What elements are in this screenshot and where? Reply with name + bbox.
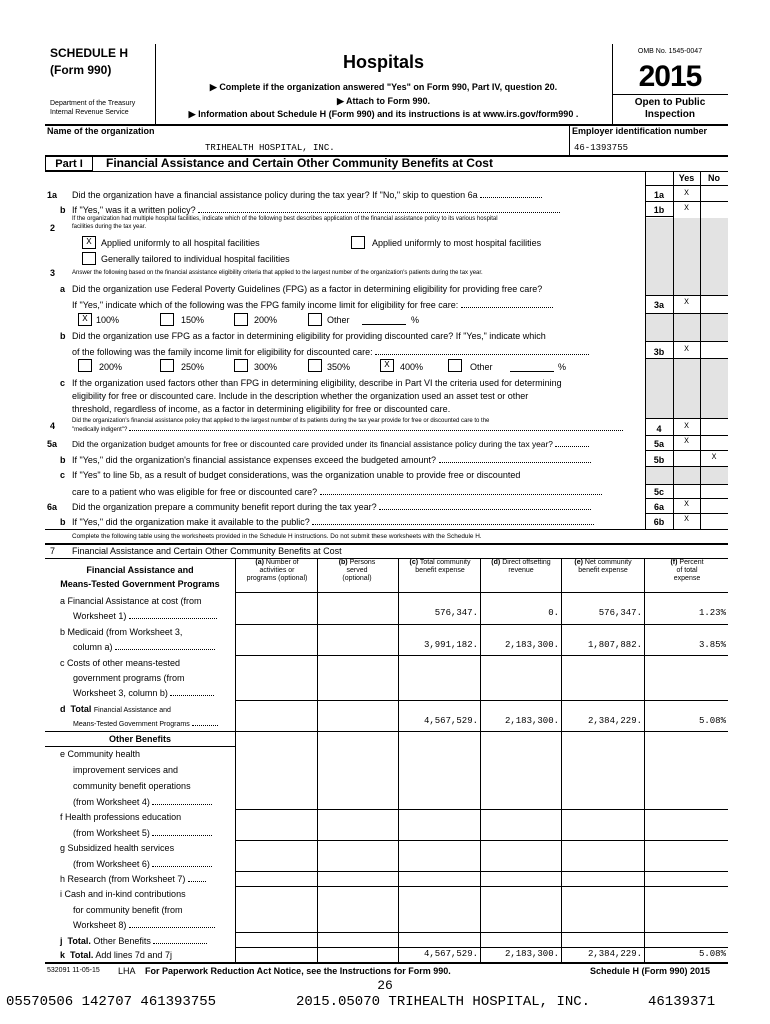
col-e-letter: (e) [574,559,583,566]
row-i-label-1: i Cash and in-kind contributions [60,889,186,899]
open-public-2: Inspection [644,109,695,120]
row-j-rest: Other Benefits [93,936,151,946]
yes-header: Yes [678,173,695,183]
dept-treasury: Department of the Treasury [50,100,136,107]
col-f-l2: of total [676,567,698,574]
omb-number: OMB No. 1545-0047 [637,48,703,55]
row-i-text: Worksheet 8) [73,920,127,930]
q4-yes[interactable]: X [684,422,689,431]
row-d-rest: Financial Assistance and [93,707,171,714]
q3a-label: If "Yes," indicate which of the following was the FPG family income limit for eligibility for free care: [72,300,459,310]
row-b-col-c: 3,991,182. [423,640,478,650]
q3b-250-label: 250% [181,362,205,372]
q5a-label: Did the organization budget amounts for free or discounted care provided under its financial assistance policy during the tax year? [72,439,553,449]
q3b-200-checkbox[interactable] [78,359,92,372]
col-e-l1: Net community [584,559,632,566]
row-b-text: column a) [73,642,113,652]
q3c-text-3: threshold, regardless of income, as a factor in determining eligibility for free or discounted care. [72,404,451,414]
line-3a-label: 3a [653,300,664,310]
q1b-number: b [60,205,66,215]
row-g-label-2 [73,859,212,869]
q3b-300-checkbox[interactable] [234,359,248,372]
q3a-other-checkbox[interactable] [308,313,322,326]
col-b-l2: served [346,567,368,574]
q1b-yes[interactable]: X [684,204,689,213]
row-d-text: Means-Tested Government Programs [73,721,190,728]
q3a-percent: % [411,315,420,325]
row-b-col-d: 2,183,300. [504,640,559,650]
line-6b-label: 6b [653,517,665,527]
col-e-l2: benefit expense [578,567,628,574]
q1b-text [72,205,560,215]
q2-opt3-checkbox[interactable] [82,252,96,265]
row-d-col-c: 4,567,529. [423,716,478,726]
q3b-percent: % [558,362,567,372]
row-e-text: (from Worksheet 4) [73,797,150,807]
q3c-text-2: eligibility for free or discounted care. Include in the description whether the organization used an asset test or other [72,391,529,401]
footer-form-ref: Schedule H (Form 990) 2015 [590,966,711,976]
instruction-1: ▶ Complete if the organization answered "Yes" on Form 990, Part IV, question 20. [209,82,558,92]
q2-opt1-label: Applied uniformly to all hospital facilities [101,238,260,248]
row-e-label-1: e Community health [60,749,141,759]
row-f-label-2 [73,828,212,838]
row-e-label-3: community benefit operations [73,781,191,791]
instruction-2: ▶ Attach to Form 990. [336,96,431,106]
q5c-number: c [60,470,66,480]
q3b-other-label: Other [470,362,493,372]
row-k-col-f: 5.08% [698,949,726,959]
col-c-letter: (c) [409,559,419,566]
q1b-label: If "Yes," was it a written policy? [72,205,196,215]
col-c-header [400,559,480,575]
complete-note: Complete the following table using the worksheets provided in the Schedule H instructions. Do not submit these worksheets with the Schedule H. [72,533,482,540]
q3b-text-1: Did the organization use FPG as a factor in determining eligibility for providing discounted care? If "Yes," indicate which [72,331,546,341]
q3b-300-label: 300% [254,362,278,372]
row-d-col-e: 2,384,229. [587,716,642,726]
line-1b-label: 1b [653,205,665,215]
q5b-no[interactable]: X [711,453,717,462]
row-k-total: Total. [70,950,94,960]
col-f-header [647,559,727,583]
row-d-total: Total [70,704,92,714]
q2-opt3-label: Generally tailored to individual hospital facilities [101,254,290,264]
q3a-150-label: 150% [181,315,205,325]
q6a-number: 6a [47,502,58,512]
row-a-label-2 [73,611,217,621]
q3a-number: a [60,284,66,294]
col-f-l3: expense [673,575,701,582]
row-k-letter: k [60,950,66,960]
org-name-label: Name of the organization [47,126,155,136]
q3b-label: of the following was the family income limit for eligibility for discounted care: [72,347,373,357]
row-k-label [60,950,172,960]
row-g-text: (from Worksheet 6) [73,859,150,869]
table-header-left-1: Financial Assistance and [86,565,194,575]
page-number: 26 [377,978,393,993]
q3b-other-checkbox[interactable] [448,359,462,372]
q3a-150-checkbox[interactable] [160,313,174,326]
row-j-letter: j [60,936,63,946]
q3a-200-label: 200% [254,315,278,325]
row-d-label-1 [60,704,171,714]
row-k-col-d: 2,183,300. [504,949,559,959]
row-a-col-c: 576,347. [434,608,478,618]
row-e-label-2: improvement services and [73,765,179,775]
col-d-l1: Direct offsetting [502,559,551,566]
row-b-col-e: 1,807,882. [587,640,642,650]
q3b-400-checkbox[interactable]: X [380,359,394,372]
footer-id-mid: 2015.05070 TRIHEALTH HOSPITAL, INC. [296,994,591,1010]
row-b-col-f: 3.85% [698,640,726,650]
part-label: Part I [45,156,93,171]
row-d-col-d: 2,183,300. [504,716,559,726]
footer-id-left: 05570506 142707 461393755 [6,994,217,1010]
row-c-label-2: government programs (from [73,673,185,683]
row-b-label-2 [73,642,215,652]
q3b-400-label: 400% [400,362,424,372]
q3a-200-checkbox[interactable] [234,313,248,326]
q3a-yes[interactable]: X [684,298,689,307]
row-c-label-1: c Costs of other means-tested [60,658,181,668]
q2-text-1: If the organization had multiple hospital facilities, indicate which of the following best describes application of the financial assistance policy to its various hospital [72,216,498,222]
col-d-letter: (d) [491,559,501,566]
q7-number: 7 [50,546,56,556]
form-label: (Form 990) [50,63,112,77]
q3a-other-label: Other [327,315,350,325]
q3a-text-1: Did the organization use Federal Poverty Guidelines (FPG) as a factor in determining eligibility for providing free care? [72,284,543,294]
row-e-label-4 [73,797,212,807]
q6b-yes[interactable]: X [684,515,689,524]
q3a-text-2 [72,300,553,310]
row-h-text: h Research (from Worksheet 7) [60,874,186,884]
row-a-text: Worksheet 1) [73,611,127,621]
tax-year: 2015 [638,60,702,93]
q6b-number: b [60,517,66,527]
col-a-header [238,559,316,583]
q3-number: 3 [50,268,56,278]
row-g-label-1: g Subsidized health services [60,843,175,853]
q3a-100-label: 100% [96,315,120,325]
col-b-l1: Persons [349,559,376,566]
col-a-l1: Number of [265,559,299,566]
q2-opt2-checkbox[interactable] [351,236,365,249]
line-4-label: 4 [656,424,662,434]
col-a-l2: activities or [259,567,295,574]
row-k-rest: Add lines 7d and 7j [95,950,172,960]
line-5b-label: 5b [653,455,665,465]
dept-irs: Internal Revenue Service [50,109,129,116]
footer-id-right: 46139371 [648,994,716,1010]
q6a-label: Did the organization prepare a community benefit report during the tax year? [72,502,377,512]
q4-text-1: Did the organization's financial assistance policy that applied to the largest number of its patients during the tax year provide for free or discounted care to the [72,418,490,424]
q5a-text [72,439,589,449]
row-c-label-3 [73,688,214,698]
q3b-350-checkbox[interactable] [308,359,322,372]
row-f-text: (from Worksheet 5) [73,828,150,838]
q3b-350-label: 350% [327,362,351,372]
col-c-l2: benefit expense [415,567,465,574]
row-c-text: Worksheet 3, column b) [73,688,168,698]
q4-label: "medically indigent"? [72,427,128,433]
footer-notice: For Paperwork Reduction Act Notice, see the Instructions for Form 990. [145,966,451,976]
row-j-label [60,936,207,946]
q3b-250-checkbox[interactable] [160,359,174,372]
schedule-label: SCHEDULE H [50,46,129,60]
q6a-text [72,502,591,512]
row-a-col-f: 1.23% [698,608,726,618]
row-a-col-e: 576,347. [598,608,642,618]
q6a-yes[interactable]: X [684,500,689,509]
col-f-l1: Percent [679,559,704,566]
instruction-3: ▶ Information about Schedule H (Form 990) and its instructions is at www.irs.gov/form990 . [188,109,579,119]
col-b-letter: (b) [338,559,348,566]
org-name: TRIHEALTH HOSPITAL, INC. [205,143,335,153]
q2-number: 2 [50,223,56,233]
col-f-letter: (f) [670,559,678,566]
row-f-label-1: f Health professions education [60,812,182,822]
q3c-text-1: If the organization used factors other than FPG in determining eligibility, describe in Part VI the criteria used for determining [72,378,562,388]
q1a-number: 1a [47,190,58,200]
q6b-label: If "Yes," did the organization make it available to the public? [72,517,310,527]
q5b-number: b [60,455,66,465]
q4-number: 4 [50,421,56,431]
col-d-header [482,559,560,575]
q3b-number: b [60,331,66,341]
row-a-label-1: a Financial Assistance at cost (from [60,596,202,606]
q5c-text-1: If "Yes" to line 5b, as a result of budget considerations, was the organization unable to provide free or discounted [72,470,521,480]
q5c-text-2 [72,487,602,497]
q2-opt1-checkbox[interactable]: X [82,236,96,249]
q4-text-2 [72,426,623,433]
q3-text: Answer the following based on the financial assistance eligibility criteria that applied to the largest number of the organization's patients during the tax year. [72,270,483,276]
q5a-yes[interactable]: X [684,437,689,446]
q2-text-2: facilities during the tax year. [72,224,147,230]
footer-lha: LHA [118,966,136,976]
ein-value: 46-1393755 [574,143,629,153]
q5b-text [72,455,591,465]
q5b-label: If "Yes," did the organization's financial assistance expenses exceed the budgeted amount? [72,455,437,465]
q6b-text [72,517,594,527]
row-d-letter: d [60,704,66,714]
row-k-col-c: 4,567,529. [423,949,478,959]
row-k-col-e: 2,384,229. [587,949,642,959]
row-d-col-f: 5.08% [698,716,726,726]
line-5a-label: 5a [653,439,664,449]
q1a-text [72,190,542,200]
page-title: Hospitals [342,52,425,72]
table-header-left-2: Means-Tested Government Programs [60,579,220,589]
q7-text: Financial Assistance and Certain Other Community Benefits at Cost [72,546,342,556]
row-j-total: Total. [67,936,91,946]
row-d-label-2 [73,720,218,728]
q3c-number: c [60,378,66,388]
row-b-label-1: b Medicaid (from Worksheet 3, [60,627,183,637]
q3b-text-2 [72,347,589,357]
col-e-header [563,559,643,575]
col-b-header [318,559,396,583]
q1a-yes[interactable]: X [684,189,689,198]
line-3b-label: 3b [653,347,665,357]
other-benefits-heading: Other Benefits [108,734,171,744]
q1a-label: Did the organization have a financial assistance policy during the tax year? If "No," skip to question 6a [72,190,478,200]
row-a-col-d: 0. [548,608,559,618]
col-c-l1: Total community [419,559,471,566]
open-public-1: Open to Public [634,97,706,108]
q5c-label: care to a patient who was eligible for free or discounted care? [72,487,318,497]
q3b-200-label: 200% [99,362,123,372]
no-header: No [708,173,720,183]
row-h-label [60,874,206,884]
col-b-l3: (optional) [342,575,372,582]
col-d-l2: revenue [508,567,534,574]
col-a-letter: (a) [255,559,264,566]
part-title: Financial Assistance and Certain Other Community Benefits at Cost [106,156,493,170]
ein-label: Employer identification number [572,126,708,136]
row-i-label-2: for community benefit (from [73,905,183,915]
row-i-label-3 [73,920,215,930]
line-1a-label: 1a [653,190,664,200]
q2-opt2-label: Applied uniformly to most hospital facilities [372,238,542,248]
col-a-l3: programs (optional) [246,575,308,582]
q3a-100-checkbox[interactable]: X [78,313,92,326]
line-5c-label: 5c [653,487,664,497]
q5a-number: 5a [47,439,58,449]
q3b-yes[interactable]: X [684,345,689,354]
footer-code: 532091 11-05-15 [47,967,100,974]
line-6a-label: 6a [653,502,664,512]
